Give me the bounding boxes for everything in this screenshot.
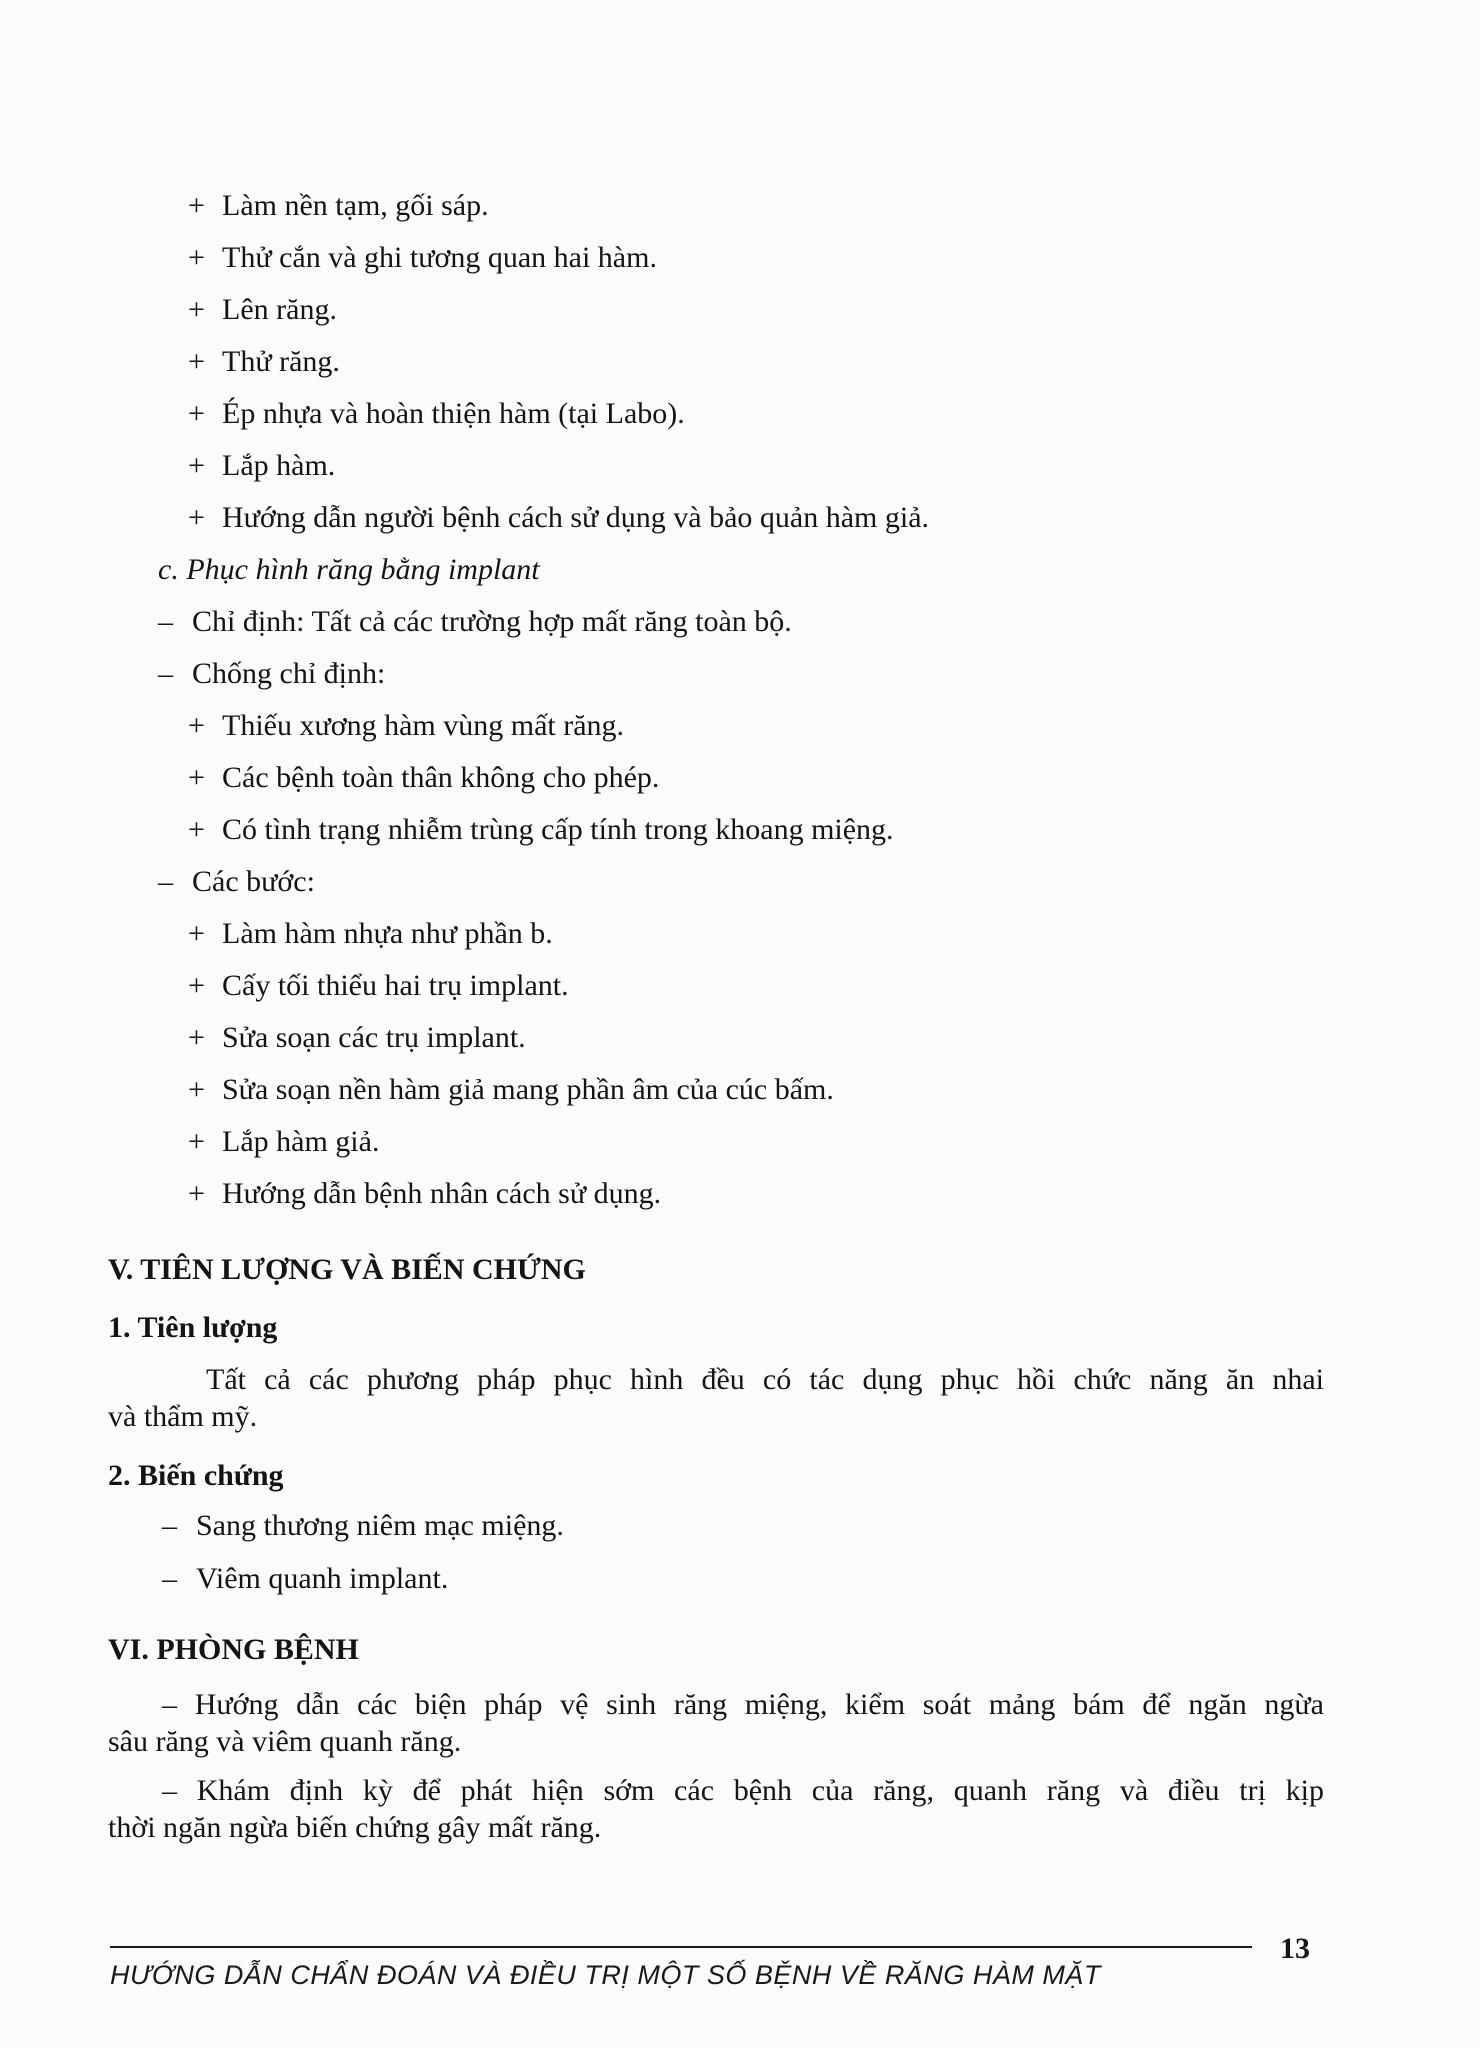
list-item: + Lên răng.	[188, 293, 337, 326]
plus-bullet: +	[188, 345, 205, 378]
plus-bullet: +	[188, 709, 205, 742]
plus-bullet: +	[188, 761, 205, 794]
subsection-heading: 2. Biến chứng	[108, 1459, 284, 1492]
steps-label: – Các bước:	[158, 865, 315, 898]
page-number: 13	[1280, 1932, 1310, 1965]
list-item: + Thiếu xương hàm vùng mất răng.	[188, 709, 625, 742]
list-item: – Viêm quanh implant.	[162, 1562, 449, 1595]
subsection-heading: 1. Tiên lượng	[108, 1311, 278, 1344]
plus-bullet: +	[188, 1073, 205, 1106]
plus-bullet: +	[188, 917, 205, 950]
dash-bullet: –	[158, 605, 173, 638]
list-item: + Hướng dẫn người bệnh cách sử dụng và bảo quản hàm giả.	[188, 501, 930, 534]
prevention-paragraph: – Khám định kỳ để phát hiện sớm các bệnh của răng, quanh răng và điều trị kịp thời ngăn ngừa biến chứng gây mất răng.	[108, 1774, 1324, 1844]
list-item: + Sửa soạn các trụ implant.	[188, 1021, 526, 1054]
list-item: + Thử răng.	[188, 345, 340, 378]
dash-bullet: –	[158, 657, 173, 690]
plus-bullet: +	[188, 449, 205, 482]
subsection-title: c. Phục hình răng bằng implant	[158, 553, 540, 586]
plus-bullet: +	[188, 501, 205, 534]
contraindication-label: – Chống chỉ định:	[158, 657, 386, 690]
list-item: + Lắp hàm giả.	[188, 1125, 380, 1158]
list-item: + Lắp hàm.	[188, 449, 336, 482]
list-item: + Cấy tối thiểu hai trụ implant.	[188, 969, 569, 1002]
list-item: + Ép nhựa và hoàn thiện hàm (tại Labo).	[188, 397, 685, 430]
plus-bullet: +	[188, 1177, 205, 1210]
prognosis-paragraph: Tất cả các phương pháp phục hình đều có tác dụng phục hồi chức năng ăn nhai và thẩm mỹ.	[108, 1363, 1324, 1433]
dash-bullet: –	[162, 1509, 177, 1542]
section-heading: V. TIÊN LƯỢNG VÀ BIẾN CHỨNG	[108, 1253, 586, 1286]
list-item: – Sang thương niêm mạc miệng.	[162, 1509, 564, 1542]
footer-rule	[110, 1946, 1252, 1948]
list-item: + Có tình trạng nhiễm trùng cấp tính trong khoang miệng.	[188, 813, 894, 846]
plus-bullet: +	[188, 1021, 205, 1054]
list-item: + Sửa soạn nền hàm giả mang phần âm của cúc bấm.	[188, 1073, 834, 1106]
plus-bullet: +	[188, 969, 205, 1002]
indication-item: – Chỉ định: Tất cả các trường hợp mất răng toàn bộ.	[158, 605, 792, 638]
section-heading: VI. PHÒNG BỆNH	[108, 1633, 359, 1666]
plus-bullet: +	[188, 293, 205, 326]
dash-bullet: –	[158, 865, 173, 898]
plus-bullet: +	[188, 189, 205, 222]
plus-bullet: +	[188, 241, 205, 274]
running-title: HƯỚNG DẪN CHẨN ĐOÁN VÀ ĐIỀU TRỊ MỘT SỐ BỆNH VỀ RĂNG HÀM MẶT	[110, 1960, 1101, 1990]
list-item: + Các bệnh toàn thân không cho phép.	[188, 761, 660, 794]
plus-bullet: +	[188, 813, 205, 846]
prevention-paragraph: – Hướng dẫn các biện pháp vệ sinh răng miệng, kiểm soát mảng bám để ngăn ngừa sâu răng và viêm quanh răng.	[108, 1688, 1324, 1758]
list-item: + Làm hàm nhựa như phần b.	[188, 917, 553, 950]
list-item: + Hướng dẫn bệnh nhân cách sử dụng.	[188, 1177, 662, 1210]
list-item: + Thử cắn và ghi tương quan hai hàm.	[188, 241, 657, 274]
plus-bullet: +	[188, 397, 205, 430]
list-item: + Làm nền tạm, gối sáp.	[188, 189, 489, 222]
dash-bullet: –	[162, 1562, 177, 1595]
plus-bullet: +	[188, 1125, 205, 1158]
